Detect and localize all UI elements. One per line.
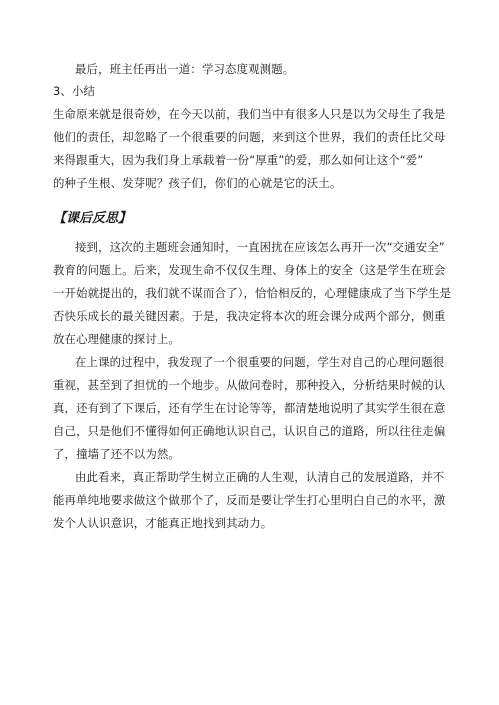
reflection-line: 接到，这次的主题班会通知时，一直困扰在应该怎么再开一次“交通安全” [75,240,445,254]
reflection-line: 否快乐成长的最关键因素。于是，我决定将本次的班会课分成两个部分，侧重 [53,309,446,323]
reflection-line: 重视，甚至到了担忧的一个地步。从做问卷时，那种投入，分析结果时候的认 [53,378,446,392]
intro-line: 最后，班主任再出一道：学习态度观测题。 [75,62,295,76]
reflection-heading: 【课后反思】 [53,211,132,226]
reflection-line: 教育的问题上。后来，发现生命不仅仅生理、身体上的安全（这是学生在班会 [53,263,446,277]
reflection-line: 自己，只是他们不懂得如何正确地认识自己，认识自己的道路，所以往往走偏 [53,424,446,438]
reflection-line: 了，撞墙了还不以为然。 [53,447,180,461]
reflection-line: 由此看来，真正帮助学生树立正确的人生观，认清自己的发展道路，并不 [75,470,445,484]
summary-line: 生命原来就是很奇妙，在今天以前，我们当中有很多人只是以为父母生了我是 [53,107,446,121]
reflection-line: 在上课的过程中，我发现了一个很重要的问题，学生对自己的心理问题很 [75,355,445,369]
reflection-line: 能再单纯地要求做这个做那个了，反而是要让学生打心里明白自己的水平，激 [53,493,446,507]
reflection-line: 发个人认识意识，才能真正地找到其动力。 [53,516,273,530]
reflection-line: 放在心理健康的探讨上。 [53,332,180,346]
summary-heading: 3、小结 [53,84,96,98]
summary-line: 的种子生根、发芽呢？孩子们，你们的心就是它的沃土。 [53,176,342,190]
summary-line: 他们的责任，却忽略了一个很重要的问题，来到这个世界，我们的责任比父母 [53,130,446,144]
reflection-line: 真，还有到了下课后，还有学生在讨论等等，都清楚地说明了其实学生很在意 [53,401,446,415]
reflection-line: 一开始就提出的，我们就不谋而合了），恰恰相反的，心理健康成了当下学生是 [53,286,452,300]
summary-line: 来得跟重大，因为我们身上承载着一份“厚重”的爱，那么如何让这个“爱” [53,153,424,167]
